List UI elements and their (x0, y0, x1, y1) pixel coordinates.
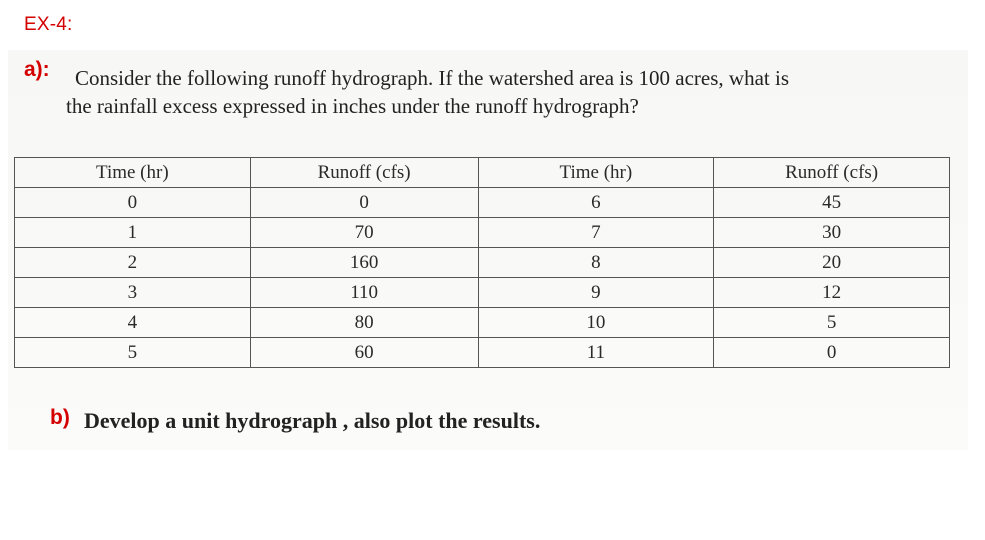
table-cell: 0 (250, 188, 478, 218)
table-cell: 110 (250, 278, 478, 308)
table-cell: 3 (15, 278, 251, 308)
part-b-question: Develop a unit hydrograph , also plot the results. (84, 408, 541, 433)
table-cell: 5 (15, 338, 251, 368)
table-row (15, 248, 950, 278)
table-cell: 160 (250, 248, 478, 278)
table-cell: 70 (250, 218, 478, 248)
table-cell: 5 (714, 308, 950, 338)
table-row (15, 338, 950, 368)
table-cell: 11 (478, 338, 714, 368)
table-cell: 45 (714, 188, 950, 218)
header-time-2: Time (hr) (478, 158, 714, 188)
part-a-line-1: Consider the following runoff hydrograph. If the watershed area is 100 acres, what is (75, 66, 789, 90)
table-cell: 0 (15, 188, 251, 218)
table-cell: 60 (250, 338, 478, 368)
header-runoff-1: Runoff (cfs) (250, 158, 478, 188)
part-a-label: a): (24, 58, 50, 81)
table-cell: 80 (250, 308, 478, 338)
exercise-title: EX-4: (24, 14, 73, 35)
table-cell: 12 (714, 278, 950, 308)
table-cell: 0 (714, 338, 950, 368)
table-header-row (15, 158, 950, 188)
runoff-table (14, 157, 950, 368)
table-cell: 9 (478, 278, 714, 308)
part-a-line-2: the rainfall excess expressed in inches under the runoff hydrograph? (66, 94, 639, 118)
part-a-question (66, 64, 966, 120)
table-cell: 8 (478, 248, 714, 278)
header-runoff-2: Runoff (cfs) (714, 158, 950, 188)
table-row (15, 278, 950, 308)
table-row (15, 188, 950, 218)
part-b-label: b) (50, 406, 70, 429)
table-cell: 30 (714, 218, 950, 248)
table-cell: 2 (15, 248, 251, 278)
header-time-1: Time (hr) (15, 158, 251, 188)
table-cell: 1 (15, 218, 251, 248)
table-cell: 6 (478, 188, 714, 218)
table-row (15, 218, 950, 248)
table-cell: 7 (478, 218, 714, 248)
table-cell: 4 (15, 308, 251, 338)
table-row (15, 308, 950, 338)
table-cell: 20 (714, 248, 950, 278)
table-cell: 10 (478, 308, 714, 338)
